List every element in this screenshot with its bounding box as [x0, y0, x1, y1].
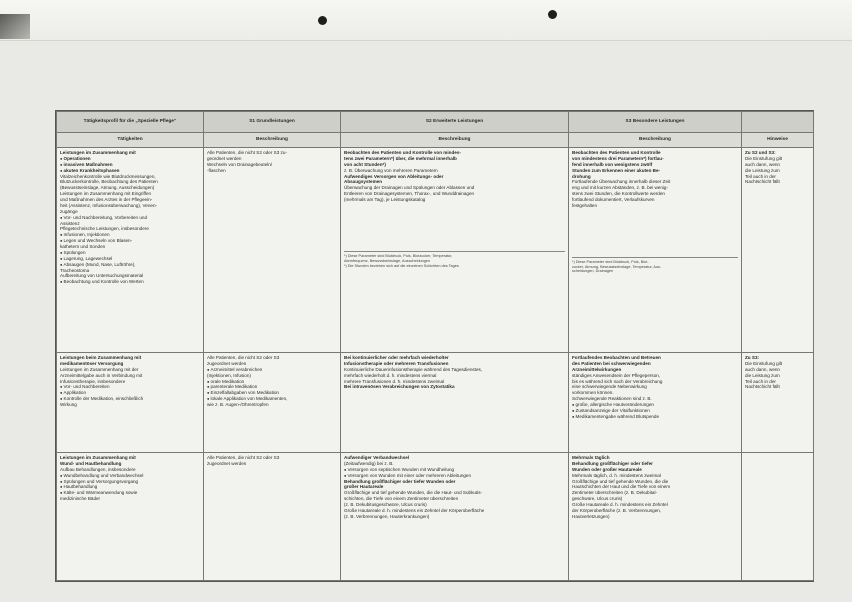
page-fold [0, 14, 30, 39]
cell-text-line: die Leistung zum [745, 167, 780, 173]
cell-notes [742, 453, 814, 581]
cell-s1 [204, 148, 341, 353]
table-row [57, 453, 814, 581]
punch-hole [548, 10, 557, 19]
cell-text-line: wie z. B. Augen-/Ohrentropfen [207, 402, 269, 407]
cell-text-line: ● Medikamentengabe während Blutspende [572, 414, 738, 420]
cell-text-line: ● orale Medikation [207, 379, 337, 385]
cell-text-line: Wunden oder großer Hautareale [572, 466, 642, 472]
punch-hole [318, 16, 327, 25]
cell-text-line: großer Hautareale [344, 484, 384, 490]
care-profile-table [55, 110, 814, 582]
cell-s3 [569, 453, 742, 581]
cell-text-line: ● Infusionen, Injektionen [60, 232, 200, 238]
cell-text-line: festgehalten [572, 202, 598, 208]
cell-text-line: Arzneimittelgabe auch in Verbindung mit [60, 372, 143, 378]
cell-text-line: Entleeren von Drainagesystemen, Thorax-, und Wunddrainagen [344, 191, 475, 197]
cell-text-line: (Bewusstseinslage, Atmung, Ausscheidungen) [60, 185, 155, 191]
cell-text-line: Aufbereitung von Untersuchungsmaterial [60, 273, 144, 279]
cell-text-line: Leistungen im Zusammenhang mit [60, 455, 136, 460]
cell-text-line: Mehrmals täglich, d. h. mindestens zweimal [572, 472, 661, 478]
cell-text-line: und Maßnahmen des Arztes in der Pflegeein- [60, 197, 153, 202]
cell-text-line: Zu S3: [745, 355, 760, 360]
cell-text-line: des Patienten bei schwerwiegenden [572, 360, 651, 366]
cell-text-line: Großflächige und tief gehende Wunden, die die [572, 478, 669, 484]
cell-text-line: Wirkung [60, 402, 77, 407]
cell-text-line: mehrfach wiederholt d. h. mindestens viermal [344, 372, 437, 378]
cell-text-line: eng und mit kurzen Abständen, z. B. bei wenig- [572, 185, 669, 191]
cell-notes [742, 353, 814, 453]
cell-text-line: geschwüre, Ulcus cruris) [572, 496, 623, 502]
cell-text-line: zucker, Atmung, Bewusstseinslage, Temperatur, Aus- [572, 264, 662, 269]
cell-activities [57, 148, 204, 353]
cell-activities [57, 453, 204, 581]
cell-text-line: ● Spülungen [60, 250, 200, 256]
cell-text-line: Infusionstherapie, insbesondere [60, 378, 126, 384]
cell-text-line: Aufwendiger Verbandwechsel [344, 455, 410, 460]
cell-text-line: Aufbau Behandlungen, insbesondere [60, 466, 136, 472]
cell-text-line: stens zwei Stunden, die Kontrollwerte werden [572, 191, 665, 197]
cell-text-line: Zentimeter überschreiten (z. B. Dekubital- [572, 490, 658, 496]
cell-text-line: Leistungen im Zusammenhang mit Eingriffen [60, 191, 152, 197]
cell-text-line: medizinische Bäder [60, 496, 101, 502]
cell-text-line: Bei intravenösen Verabreichungen von Zytostatika [344, 384, 455, 390]
cell-text-line: Pflegetechnische Leistungen, insbesondere [60, 226, 149, 232]
cell-notes [742, 148, 814, 353]
cell-text-line: eine schwerwiegende Nebenwirkung [572, 384, 647, 390]
header-s3: S3 Besondere Leistungen [569, 112, 742, 133]
cell-text-line: Alle Patienten, die nicht S2 oder S3 [207, 355, 280, 360]
cell-text-line: fortlaufend dokumentiert, Verlaufskurven [572, 197, 655, 202]
cell-text-line: Leistungen im Zusammenhang mit der [60, 366, 139, 372]
subheader-description-s1: Beschreibung [204, 133, 341, 148]
cell-text-line: (Zeitaufwendig) bei z. B. [344, 460, 394, 466]
cell-text-line: Die Einstufung gilt [745, 360, 783, 366]
cell-text-line: Wechseln von Drainagebeuteln/ [207, 161, 273, 167]
cell-text-line: (mehrmals am Tag), je Leistungskatalog [344, 197, 426, 202]
cell-text-line: -flaschen [207, 167, 226, 173]
cell-text-line: *) Diese Parameter sind Blutdruck, Puls, Blutzucker, Temperatur, [344, 253, 453, 258]
cell-text-line: ● Zustandsanzeige der Vitalfunktionen [572, 408, 738, 414]
cell-text-line: Atemfrequenz, Bewusstseinslage, Ausscheidungen [344, 258, 431, 263]
cell-text-line: Teil auch in der [745, 173, 776, 179]
cell-text-line: zugänge [60, 208, 78, 214]
cell-text-line: Große Hautareale d. h. mindestens ein Zehntel der Körperoberfläche [344, 507, 485, 513]
cell-text-line: Infusionstherapie oder mehreren Transfusionen [344, 360, 449, 366]
subheader-notes: Hinweise [742, 133, 814, 148]
cell-text-line: bis es während sich nach der Verabreichung [572, 378, 663, 384]
cell-text-line: Hautverletzungen) [572, 513, 610, 519]
cell-text-line: z. B. Überwachung von mehreren Parametern [344, 167, 438, 173]
cell-text-line: von mindestens drei Parametern*) fortlau- [572, 155, 664, 161]
cell-text-line: *) Diese Parameter sind Blutdruck, Puls, Blut- [572, 259, 649, 264]
cell-text-line: ● Hautbehandlung [60, 484, 200, 490]
cell-text-line: Beobachten des Patienten und Kontrolle [572, 150, 661, 155]
cell-text-line: medikamentöser Versorgung [60, 360, 124, 366]
cell-text-line: ständiges Anwesendsein der Pflegeperson, [572, 372, 661, 378]
header-empty [742, 112, 814, 133]
cell-text-line: Behandlung großflächiger oder tiefer Wunden oder [344, 478, 456, 484]
cell-text-line: ● Beobachtung und Kontrolle von Werten [60, 279, 200, 285]
cell-text-line: mehrere Transfusionen d. h. mindestens zweimal [344, 378, 445, 384]
footnote [344, 251, 565, 269]
cell-text-line: Überwachung der Drainagen und Spülungen oder Ablassen und [344, 185, 475, 191]
cell-s2 [341, 148, 569, 353]
cell-text-line: ● Absaugen (Mund, Nase, Luftröhre), [60, 262, 200, 268]
cell-text-line: Hautschichten der Haut und die Tiefe von einem [572, 484, 671, 490]
cell-text-line: Aufwendiges Versorgen von Ableitungs- oder [344, 173, 444, 179]
cell-s3 [569, 353, 742, 453]
header-s1: S1 Grundleistungen [204, 112, 341, 133]
cell-text-line: ● Kontrolle der Medikation, einschließlich [60, 396, 200, 402]
cell-text-line: Tracheostoma [60, 267, 90, 273]
cell-text-line: (z. B. Dekubitusgeschwüre, Ulcus cruris) [344, 502, 427, 507]
cell-text-line: zugeordnet werden [207, 360, 247, 366]
cell-text-line: (Injektionen, Infusion) [207, 372, 251, 378]
cell-text-line: ● lokale Applikation von Medikamenten, [207, 396, 337, 402]
table-header-row [57, 112, 814, 133]
cell-text-line: Nachtschicht fällt [745, 179, 780, 185]
cell-text-line: ● Applikation [60, 390, 200, 396]
footnote [572, 257, 738, 275]
cell-text-line: heit (Assistenz, Infusionsüberwachung), Venen- [60, 202, 158, 208]
cell-text-line: Schwerwiegende Reaktionen sind z. B. [572, 396, 652, 402]
cell-s2 [341, 453, 569, 581]
cell-text-line: ● Arzneimittel verabreichen [207, 367, 337, 373]
cell-activities [57, 353, 204, 453]
cell-text-line: ● Vor- und Nachbereitung, Vorbereiten und [60, 215, 200, 221]
cell-text-line: Die Einstufung gilt [745, 155, 783, 161]
cell-text-line: kathetern und Sonden [60, 244, 106, 249]
cell-text-line: zugeordnet werden [207, 460, 247, 466]
header-activity-profile: Tätigkeitsprofil für die „Spezielle Pflege“ [57, 112, 204, 133]
cell-text-line: ● Einzelfallabgaben von Medikation [207, 390, 337, 396]
cell-text-line: Nachtschicht fällt [745, 384, 780, 390]
cell-text-line: fend innerhalb von wenigstens zwölf [572, 161, 653, 167]
table-row [57, 353, 814, 453]
cell-text-line: Leistungen beim Zusammenhang mit [60, 355, 142, 360]
cell-text-line: ● Lagerung, Lagewechsel [60, 256, 200, 262]
cell-text-line: Große Hautareale d. h. mindestens ein Zehntel [572, 502, 668, 507]
cell-text-line: vorkommen können. [572, 390, 614, 396]
cell-text-line: Teil auch in der [745, 378, 776, 384]
cell-text-line: Fortlaufendes Beobachten und Betreuen [572, 355, 661, 360]
cell-s2 [341, 353, 569, 453]
header-s2: S2 Erweiterte Leistungen [341, 112, 569, 133]
subheader-activities: Tätigkeiten [57, 133, 204, 148]
cell-text-line: Blutzuckerkontrolle, Beobachtung des Patienten [60, 179, 158, 185]
cell-text-line: ● Kälte- und Wärmeanwendung sowie [60, 490, 200, 496]
subheader-description-s3: Beschreibung [569, 133, 742, 148]
cell-text-line: (z. B. Verbrennungen, Hauterkrankungen) [344, 513, 430, 519]
cell-text-line: Vitalzeichenkontrolle wie Blutdruckmessungen, [60, 173, 156, 179]
cell-text-line: von acht Stunden*) [344, 161, 386, 167]
binder-strip [0, 0, 852, 41]
cell-text-line: geordnet werden [207, 155, 242, 161]
cell-s3 [569, 148, 742, 353]
cell-text-line: Alle Patienten, die nicht S2 oder S3 [207, 455, 280, 460]
cell-s1 [204, 453, 341, 581]
cell-text-line: Zu S2 und S3: [745, 150, 776, 155]
cell-text-line: ● Vor- und Nachbereiten [60, 384, 200, 390]
cell-text-line: ● Spülungen und Versorgungsvorgang [60, 479, 200, 485]
cell-text-line: Bei kontinuierlicher oder mehrfach wiederholter [344, 355, 449, 360]
cell-text-line: Beobachten des Patienten und Kontrolle von mindes- [344, 150, 461, 155]
cell-s1 [204, 353, 341, 453]
cell-text-line: der Körperoberfläche (z. B. Verbrennungen, [572, 507, 662, 513]
cell-text-line: scheidungen, Drainagen [572, 269, 614, 274]
cell-text-line: tens zwei Parametern*) über, die mehrmal innerhalb [344, 155, 457, 161]
cell-text-line: Behandlung großflächiger oder tiefer [572, 460, 653, 466]
cell-text-line: Mehrmals täglich [572, 455, 610, 460]
cell-text-line: auch dann, wenn [745, 161, 780, 167]
cell-text-line: schichten, die Tiefe von einem Zentimeter überschreiten [344, 496, 459, 502]
table-subheader-row [57, 133, 814, 148]
cell-text-line: ● parenterale Medikation [207, 384, 337, 390]
cell-text-line: auch dann, wenn [745, 366, 780, 372]
cell-text-line: ● Legen und Wechseln von Blasen- [60, 238, 200, 244]
cell-text-line: *) Die Stunden beziehen sich auf die einzelnen Schichten des Tages [344, 263, 459, 268]
cell-text-line: Absaugsystemen [344, 179, 383, 185]
cell-text-line: Stunden zum Erkennen einer akuten Be- [572, 167, 661, 173]
cell-text-line: Großflächige und tief gehende Wunden, die die Haut- und Subkutis- [344, 490, 483, 496]
cell-text-line: drohung [572, 173, 591, 179]
table-row [57, 148, 814, 353]
cell-text-line: ● Operationen [60, 156, 200, 162]
cell-text-line: ● große, allergische Hautveränderungen [572, 402, 738, 408]
cell-text-line: Wund- und Hautbehandlung [60, 460, 122, 466]
cell-text-line: ● Versorgen von septischen Wunden mit Wundheilung [344, 467, 565, 473]
cell-text-line: Alle Patienten, die nicht S2 oder S3 zu- [207, 150, 287, 155]
cell-text-line: Fortlaufende Überwachung innerhalb dieser Zeit [572, 179, 671, 185]
cell-text-line: Leistungen im Zusammenhang mit [60, 150, 136, 155]
table [56, 111, 814, 581]
cell-text-line: ● invasiven Maßnahmen [60, 162, 200, 168]
cell-text-line: ● Wundbehandlung und Verbandwechsel [60, 473, 200, 479]
cell-text-line: die Leistung zum [745, 372, 780, 378]
cell-text-line: Assistenz [60, 220, 80, 226]
subheader-description-s2: Beschreibung [341, 133, 569, 148]
cell-text-line: Kontinuierliche Dauerinfusionstherapie während des Tagesdienstes, [344, 366, 483, 372]
cell-text-line: ● akuten Krankheitsphasen [60, 168, 200, 174]
cell-text-line: ● Versorgen von Wunden mit einer oder mehreren Ableitungen [344, 473, 565, 479]
cell-text-line: Arzneimittelwirkungen [572, 366, 622, 372]
